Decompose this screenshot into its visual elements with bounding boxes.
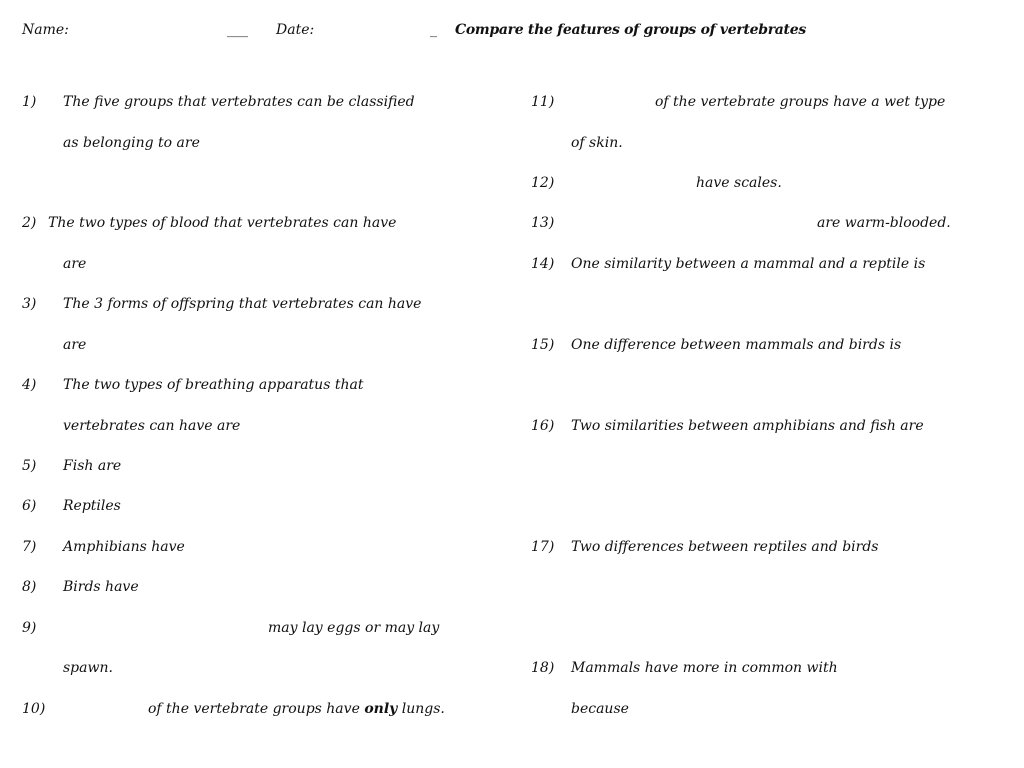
name-blank[interactable]: ___ bbox=[227, 22, 248, 38]
question-18-number: 18) bbox=[531, 660, 555, 676]
question-8-text: Birds have bbox=[63, 579, 139, 595]
question-8-number: 8) bbox=[22, 579, 37, 595]
question-2-text-cont: are bbox=[63, 256, 87, 272]
question-11-text: of the vertebrate groups have a wet type bbox=[655, 94, 946, 110]
question-3-text: The 3 forms of offspring that vertebrates can have bbox=[63, 296, 422, 312]
question-4-text-cont: vertebrates can have are bbox=[63, 418, 241, 434]
question-13-number: 13) bbox=[531, 215, 555, 231]
question-5-text: Fish are bbox=[63, 458, 122, 474]
question-9-number: 9) bbox=[22, 620, 37, 636]
question-16-number: 16) bbox=[531, 418, 555, 434]
question-3-text-cont: are bbox=[63, 337, 87, 353]
question-1-text: The five groups that vertebrates can be classified bbox=[63, 94, 415, 110]
question-1-text-cont: as belonging to are bbox=[63, 135, 200, 151]
question-12-text: have scales. bbox=[696, 175, 782, 191]
question-10-text-post: lungs. bbox=[401, 701, 445, 717]
question-6-text: Reptiles bbox=[63, 498, 121, 514]
question-6-number: 6) bbox=[22, 498, 37, 514]
question-10-text-pre: of the vertebrate groups have bbox=[148, 701, 360, 717]
question-9-text-cont: spawn. bbox=[63, 660, 113, 676]
question-16-text: Two similarities between amphibians and fish are bbox=[571, 418, 924, 434]
question-1-number: 1) bbox=[22, 94, 37, 110]
question-7-number: 7) bbox=[22, 539, 37, 555]
question-18-text: Mammals have more in common with bbox=[571, 660, 838, 676]
question-14-number: 14) bbox=[531, 256, 555, 272]
question-5-number: 5) bbox=[22, 458, 37, 474]
question-10-text bbox=[148, 700, 445, 718]
question-12-number: 12) bbox=[531, 175, 555, 191]
question-7-text: Amphibians have bbox=[63, 539, 185, 555]
date-blank[interactable]: _ bbox=[430, 22, 437, 38]
question-10-emphasis: only bbox=[364, 701, 398, 717]
question-10-number: 10) bbox=[22, 701, 46, 717]
question-17-number: 17) bbox=[531, 539, 555, 555]
question-14-text: One similarity between a mammal and a reptile is bbox=[571, 256, 926, 272]
name-label: Name: bbox=[22, 22, 69, 38]
question-18-text-cont: because bbox=[571, 701, 629, 717]
page-title: Compare the features of groups of vertebrates bbox=[455, 22, 806, 38]
question-15-text: One difference between mammals and birds is bbox=[571, 337, 902, 353]
question-4-text: The two types of breathing apparatus that bbox=[63, 377, 364, 393]
question-15-number: 15) bbox=[531, 337, 555, 353]
question-13-text: are warm-blooded. bbox=[817, 215, 951, 231]
date-label: Date: bbox=[276, 22, 315, 38]
question-3-number: 3) bbox=[22, 296, 37, 312]
question-11-number: 11) bbox=[531, 94, 555, 110]
question-2-number: 2) bbox=[22, 215, 37, 231]
question-17-text: Two differences between reptiles and birds bbox=[571, 539, 879, 555]
question-9-text: may lay eggs or may lay bbox=[268, 620, 440, 636]
question-2-text: The two types of blood that vertebrates can have bbox=[48, 215, 397, 231]
question-4-number: 4) bbox=[22, 377, 37, 393]
question-11-text-cont: of skin. bbox=[571, 135, 623, 151]
